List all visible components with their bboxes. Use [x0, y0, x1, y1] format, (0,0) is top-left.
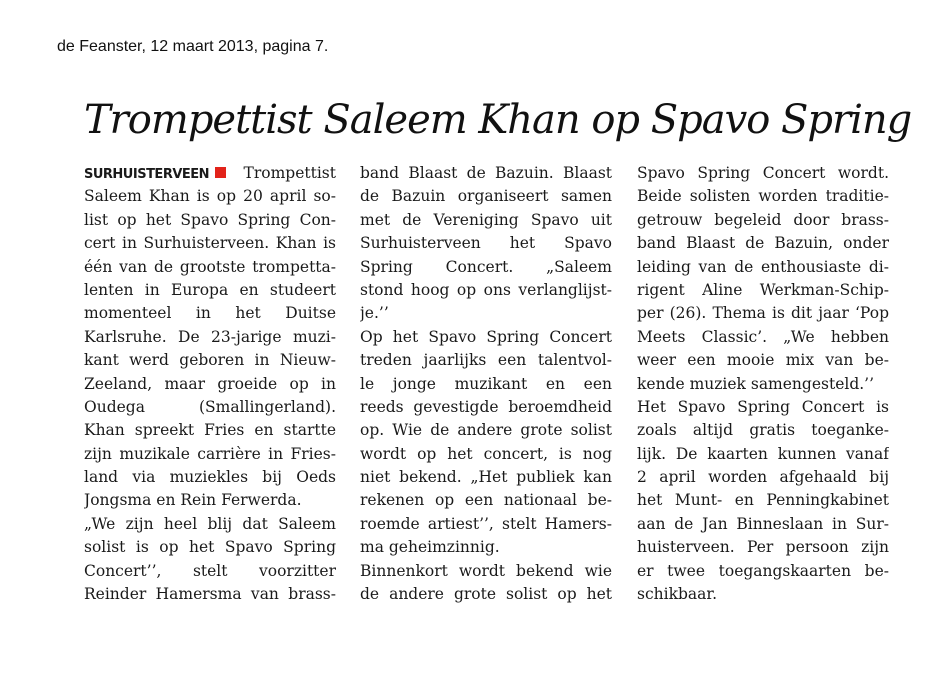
article-text-line: solist is op het Spavo Spring — [84, 538, 336, 557]
article-text-line: Oudega (Smallingerland). — [84, 397, 336, 416]
article-text-line: rekenen op een nationaal be- — [360, 491, 612, 510]
article-text-line: leiding van de enthousiaste di- — [637, 257, 889, 276]
article-text-line: getrouw begeleid door brass- — [637, 210, 889, 229]
article-text-line: le jonge muzikant en een — [360, 374, 612, 393]
article-text-line: Saleem Khan is op 20 april so- — [84, 187, 336, 206]
article-text-line: er twee toegangskaarten be- — [637, 561, 889, 580]
article-text-line: je.’’ — [360, 304, 389, 323]
article-text-line: lenten in Europa en studeert — [84, 280, 336, 299]
article-text-line: roemde artiest’’, stelt Hamers- — [360, 514, 612, 533]
article-column-3 — [637, 162, 889, 606]
article-text-line: huisterveen. Per persoon zijn — [637, 538, 889, 557]
article-text-line: Concert’’, stelt voorzitter — [84, 561, 336, 580]
article-text-line: Het Spavo Spring Concert is — [637, 397, 889, 416]
article-text-line: Trompettist — [243, 164, 336, 182]
article-text-line: list op het Spavo Spring Con- — [84, 210, 336, 229]
source-caption: de Feanster, 12 maart 2013, pagina 7. — [57, 38, 329, 55]
article-column-2 — [360, 162, 612, 606]
article-text-line: kende muziek samengesteld.’’ — [637, 374, 875, 393]
article-text-line: Khan spreekt Fries en startte — [84, 421, 336, 440]
article-text-line: reeds gevestigde beroemdheid — [360, 397, 612, 416]
article-text-line: Surhuisterveen het Spavo — [360, 234, 612, 253]
article-text-line: band Blaast de Bazuin. Blaast — [360, 164, 612, 182]
article-text-line: zoals altijd gratis toeganke- — [637, 421, 889, 440]
article-text-line: Zeeland, maar groeide op in — [84, 374, 336, 393]
article-text-line: stond hoog op ons verlanglijst- — [360, 280, 612, 299]
column-lines — [360, 162, 612, 606]
article-text-line: Spring Concert. „Saleem — [360, 257, 612, 276]
article-text-line: één van de grootste trompetta- — [84, 257, 336, 276]
column-lines — [637, 162, 889, 606]
article-text-line: zijn muzikale carrière in Fries- — [84, 444, 336, 463]
article-text-line: ma geheimzinnig. — [360, 538, 500, 557]
article-text-line: de Bazuin organiseert samen — [360, 187, 612, 206]
article-text-line: treden jaarlijks een talentvol- — [360, 351, 612, 370]
article-text-line: Jongsma en Rein Ferwerda. — [84, 491, 302, 510]
article-text-line: band Blaast de Bazuin, onder — [637, 234, 889, 253]
article-headline: Trompettist Saleem Khan op Spavo Spring — [84, 97, 912, 143]
article-text-line: Reinder Hamersma van brass- — [84, 585, 336, 604]
column-lines — [84, 162, 336, 606]
article-text-line: wordt op het concert, is nog — [360, 444, 612, 463]
article-text-line: Op het Spavo Spring Concert — [360, 327, 612, 346]
article-text-line: land via muziekles bij Oeds — [84, 468, 336, 487]
article-text-line: Meets Classic’. „We hebben — [637, 327, 889, 346]
article-text-line: schikbaar. — [637, 585, 718, 604]
article-text-line: 2 april worden afgehaald bij — [637, 468, 889, 487]
article-text-line: Karlsruhe. De 23-jarige muzi- — [84, 327, 336, 346]
article-first-line — [84, 162, 336, 185]
article-text-line: momenteel in het Duitse — [84, 304, 336, 323]
article-text-line: „We zijn heel blij dat Saleem — [84, 514, 336, 533]
article-text-line: per (26). Thema is dit jaar ‘Pop — [637, 304, 889, 323]
dateline: SURHUISTERVEEN — [84, 167, 210, 182]
article-text-line: aan de Jan Binneslaan in Sur- — [637, 514, 889, 533]
article-text-line: kant werd geboren in Nieuw- — [84, 351, 336, 370]
article-text-line: Binnenkort wordt bekend wie — [360, 561, 612, 580]
article-text-line: niet bekend. „Het publiek kan — [360, 468, 612, 487]
red-square-icon — [215, 167, 226, 178]
article-text-line: de andere grote solist op het — [360, 585, 612, 604]
article-text-line: rigent Aline Werkman-Schip- — [637, 280, 889, 299]
article-column-1 — [84, 162, 336, 606]
article-text-line: met de Vereniging Spavo uit — [360, 210, 612, 229]
article-text-line: het Munt- en Penningkabinet — [637, 491, 889, 510]
article-text-line: cert in Surhuisterveen. Khan is — [84, 234, 336, 253]
article-text-line: lijk. De kaarten kunnen vanaf — [637, 444, 889, 463]
article-text-line: op. Wie de andere grote solist — [360, 421, 612, 440]
article-text-line: Spavo Spring Concert wordt. — [637, 164, 889, 182]
dateline-group — [84, 162, 226, 185]
article-text-line: Beide solisten worden traditie- — [637, 187, 889, 206]
article-text-line: weer een mooie mix van be- — [637, 351, 889, 370]
